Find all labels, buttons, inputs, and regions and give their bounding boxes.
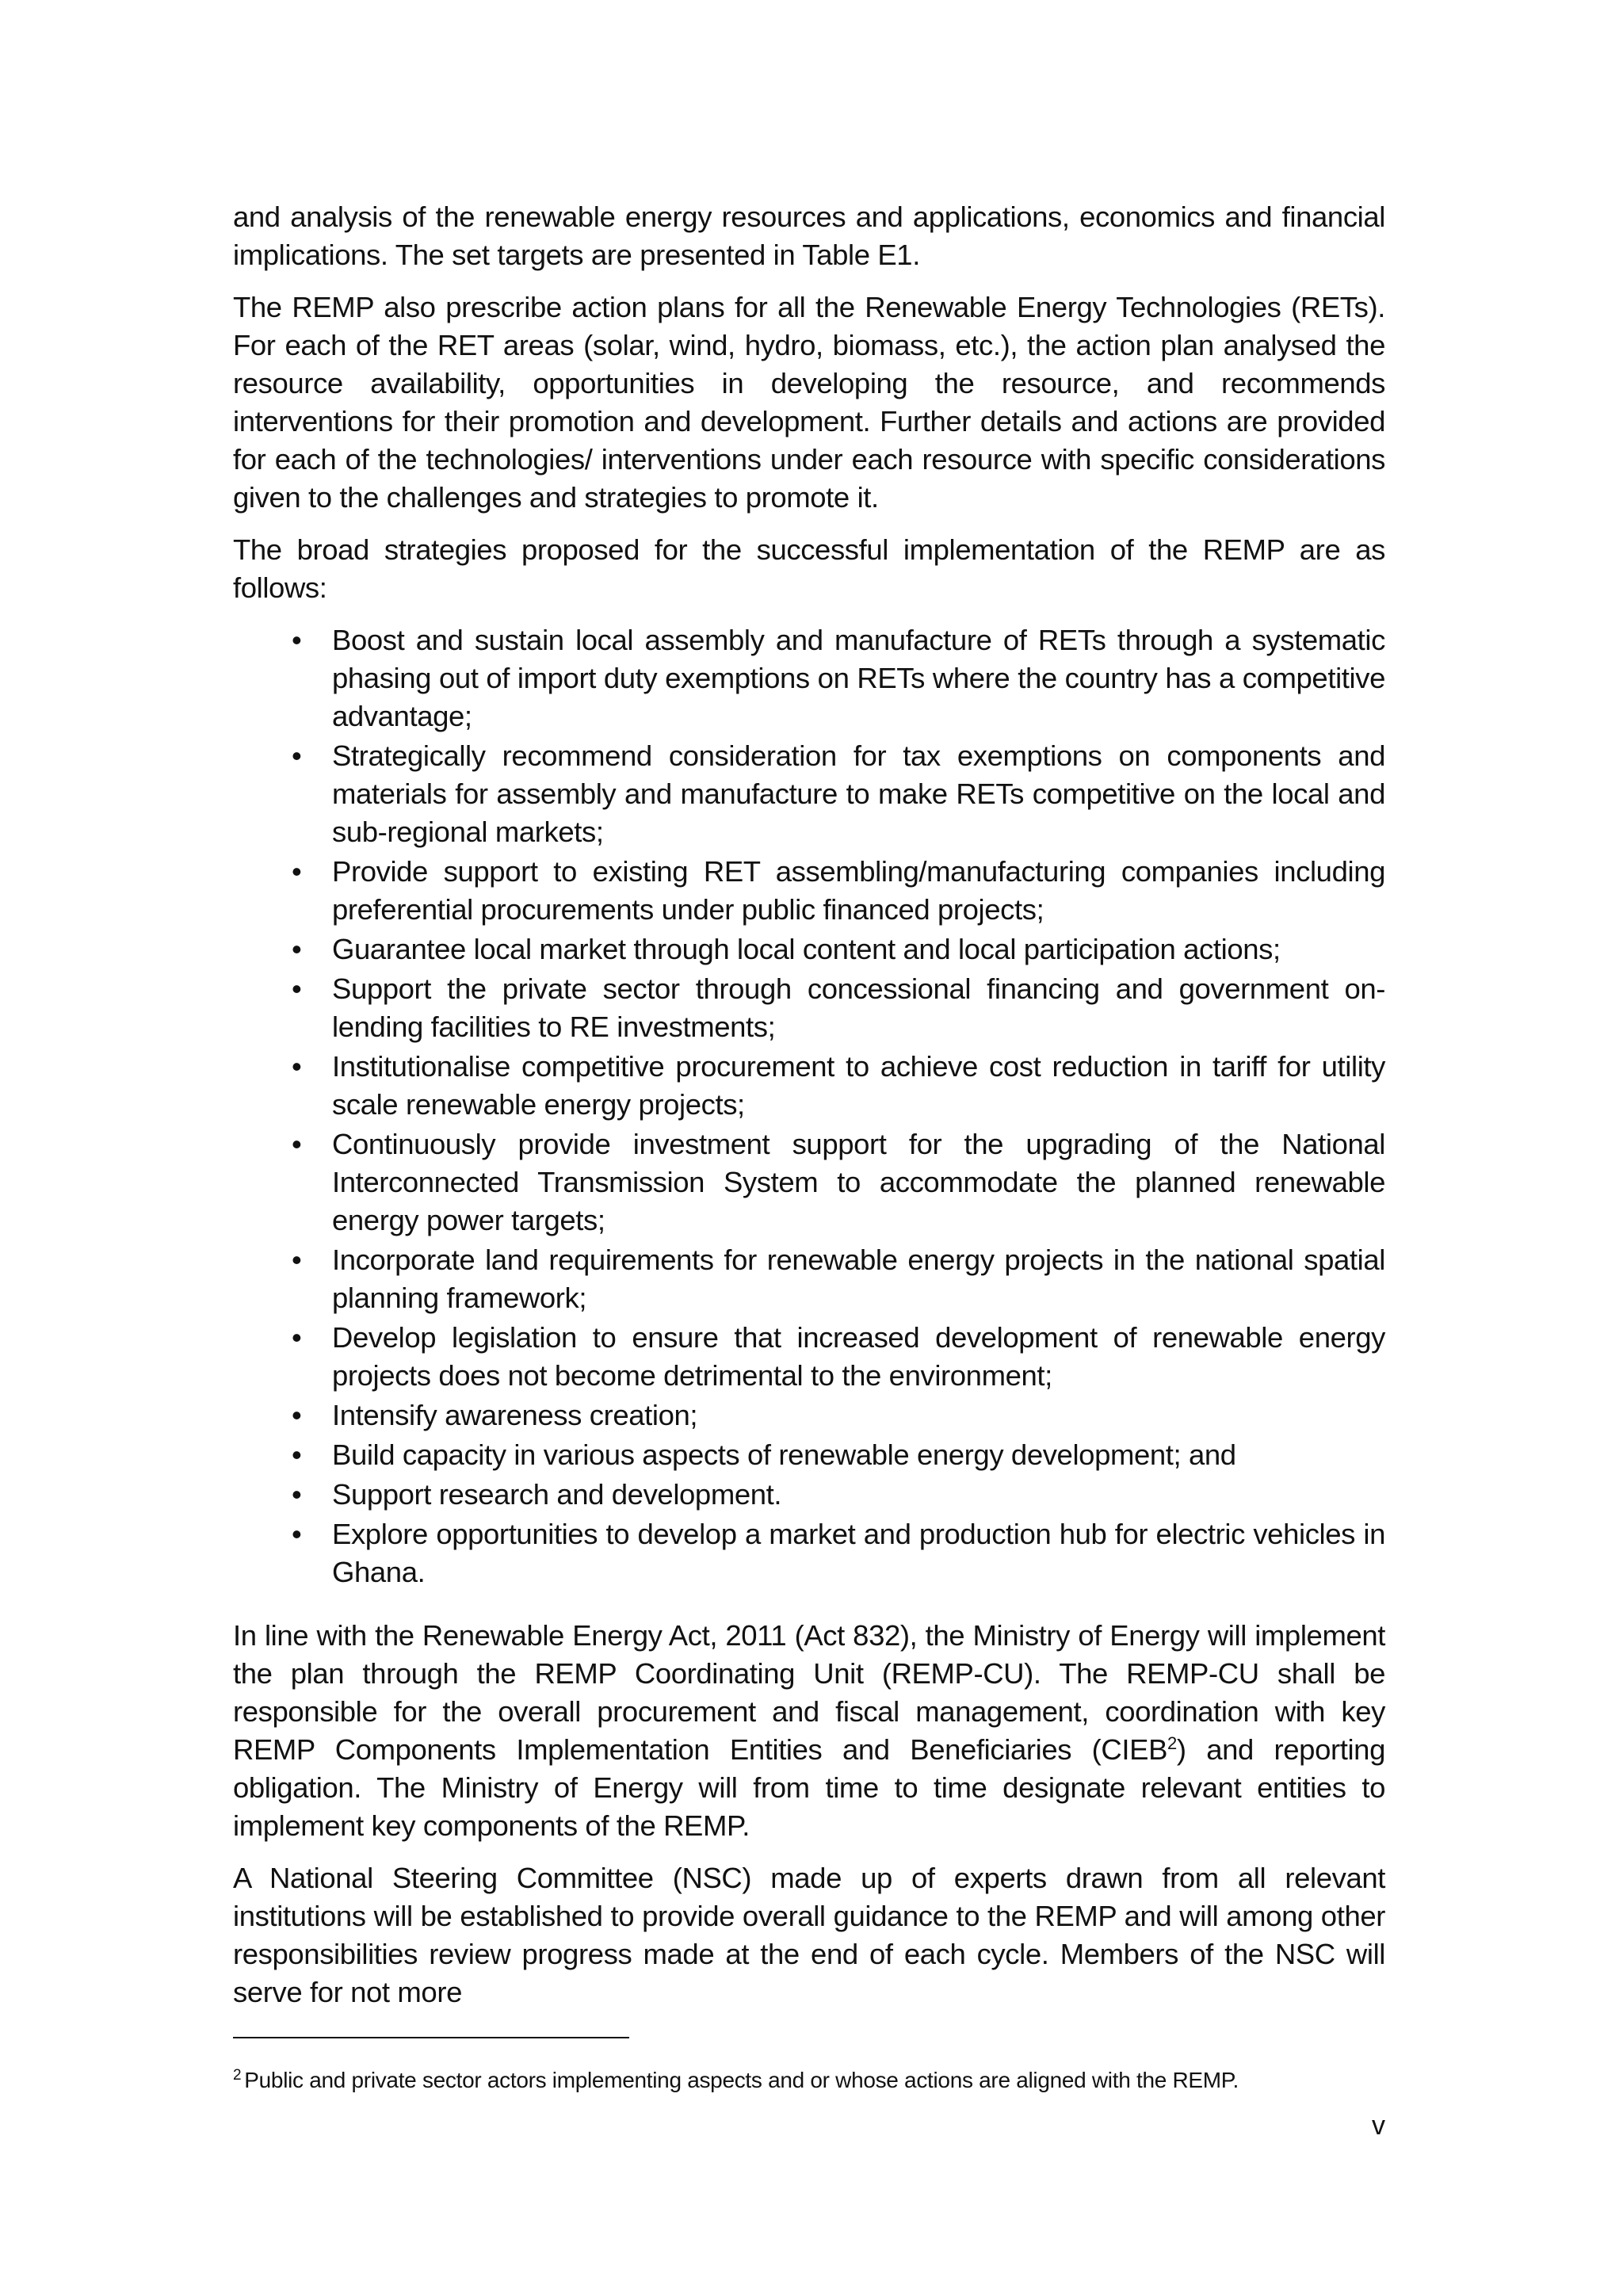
list-item-text: Support the private sector through concessional financing and government on-lending facilities to RE investments; xyxy=(332,972,1385,1043)
list-item-text: Support research and development. xyxy=(332,1478,782,1511)
list-item xyxy=(233,737,1385,851)
list-item xyxy=(233,621,1385,735)
bullet-icon: • xyxy=(292,933,302,965)
list-item-text: Explore opportunities to develop a market and production hub for electric vehicles in Ghana. xyxy=(332,1518,1385,1588)
strategies-list xyxy=(233,621,1385,1591)
main-text xyxy=(233,198,1385,2026)
footnote-separator xyxy=(233,2037,629,2038)
paragraph-nsc: A National Steering Committee (NSC) made up of experts drawn from all relevant institutions will be established to provide overall guidance to the REMP and will among other responsibilities review progress made at the end of each cycle. Members of the NSC will serve for not more xyxy=(233,1862,1385,2008)
list-item-text: Intensify awareness creation; xyxy=(332,1399,698,1431)
list-item-text: Provide support to existing RET assembling/manufacturing companies including preferential procurements under public financed projects; xyxy=(332,855,1385,926)
list-item xyxy=(233,1319,1385,1395)
bullet-icon: • xyxy=(292,1128,302,1160)
list-item-text: Continuously provide investment support for the upgrading of the National Interconnected Transmission System to accommodate the planned renewable energy power targets; xyxy=(332,1128,1385,1236)
footnote-text: Public and private sector actors implementing aspects and or whose actions are aligned with the REMP. xyxy=(244,2068,1239,2092)
list-item-text: Build capacity in various aspects of renewable energy development; and xyxy=(332,1438,1236,1471)
list-item-text: Boost and sustain local assembly and manufacture of RETs through a systematic phasing out of import duty exemptions on RETs where the country has a competitive advantage; xyxy=(332,624,1385,732)
footnote-marker: 2 xyxy=(233,2066,242,2084)
implementation-text-end: ) and reporting obligation. The Ministry of Energy will from time to time designate relevant entities to implement key components of the REMP. xyxy=(233,1733,1385,1842)
bullet-icon: • xyxy=(292,972,302,1005)
bullet-icon: • xyxy=(292,1399,302,1431)
bullet-icon: • xyxy=(292,1244,302,1276)
list-item xyxy=(233,930,1385,968)
list-item xyxy=(233,1476,1385,1514)
paragraph-implementation xyxy=(233,1617,1385,1845)
bullet-icon: • xyxy=(292,739,302,772)
bullet-icon: • xyxy=(292,1478,302,1511)
list-item-text: Strategically recommend consideration for tax exemptions on components and materials for assembly and manufacture to make RETs competitive on the local and sub-regional markets; xyxy=(332,739,1385,848)
list-item xyxy=(233,1396,1385,1435)
implementation-text-start: In line with the Renewable Energy Act, 2011 (Act 832), the Ministry of Energy will implement the plan through the REMP Coordinating Unit (REMP-CU). The REMP-CU shall be responsible for the overall procurement and fiscal management, coordination with key REMP Components Implementation Entities and Beneficiaries (CIEB xyxy=(233,1619,1385,1766)
bullet-icon: • xyxy=(292,1438,302,1471)
list-item xyxy=(233,1515,1385,1591)
list-item xyxy=(233,970,1385,1046)
list-item-text: Develop legislation to ensure that increased development of renewable energy projects does not become detrimental to the environment; xyxy=(332,1321,1385,1392)
paragraph-strategies-intro: The broad strategies proposed for the successful implementation of the REMP are as follows: xyxy=(233,533,1385,604)
list-item xyxy=(233,853,1385,929)
list-item xyxy=(233,1241,1385,1317)
footnote xyxy=(233,2066,1385,2095)
bullet-icon: • xyxy=(292,855,302,888)
bullet-icon: • xyxy=(292,1321,302,1354)
list-item xyxy=(233,1048,1385,1124)
bullet-icon: • xyxy=(292,624,302,656)
list-item-text: Institutionalise competitive procurement to achieve cost reduction in tariff for utility scale renewable energy projects; xyxy=(332,1050,1385,1121)
bullet-icon: • xyxy=(292,1050,302,1083)
list-item-text: Guarantee local market through local content and local participation actions; xyxy=(332,933,1281,965)
paragraph-action-plans: The REMP also prescribe action plans for all the Renewable Energy Technologies (RETs). For each of the RET areas (solar, wind, hydro, biomass, etc.), the action plan analysed the resource availability, opportunities in developing the resource, and recommends interventions for their promotion and development. Further details and actions are provided for each of the technologies/ interventions under each resource with specific considerations given to the challenges and strategies to promote it. xyxy=(233,291,1385,514)
page-number: v xyxy=(1372,2111,1385,2141)
list-item-text: Incorporate land requirements for renewable energy projects in the national spatial planning framework; xyxy=(332,1244,1385,1314)
footnote-reference[interactable]: 2 xyxy=(1167,1733,1177,1753)
list-item xyxy=(233,1125,1385,1240)
list-item xyxy=(233,1436,1385,1474)
paragraph-targets: and analysis of the renewable energy resources and applications, economics and financial implications. The set targets are presented in Table E1. xyxy=(233,201,1385,271)
bullet-icon: • xyxy=(292,1518,302,1550)
